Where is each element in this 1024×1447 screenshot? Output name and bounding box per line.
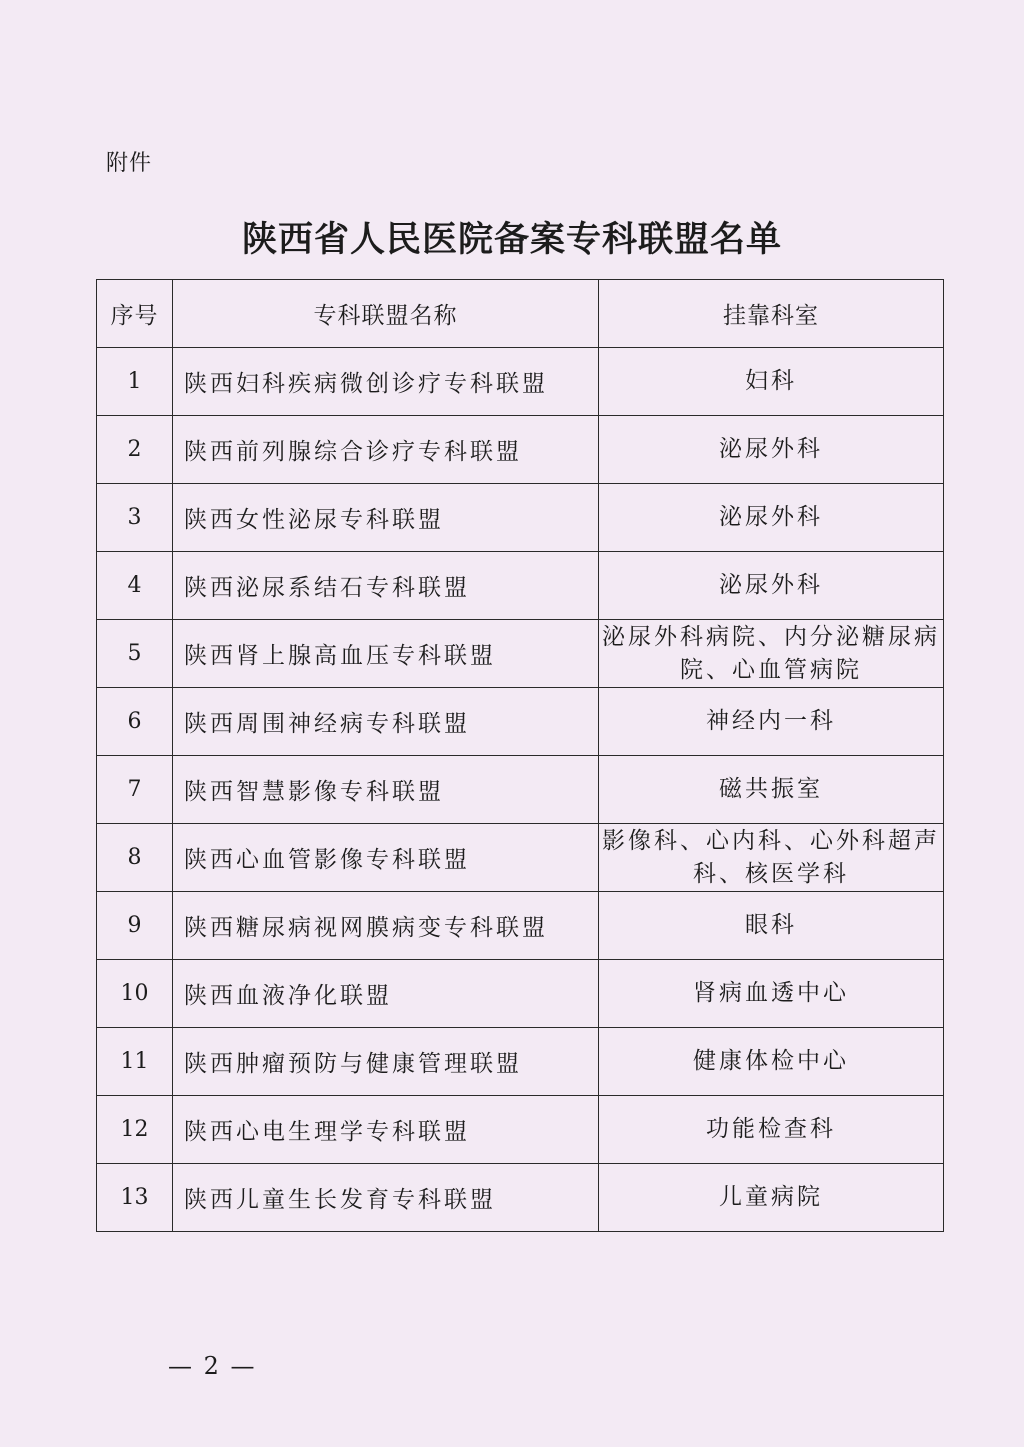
row-num: 12 bbox=[97, 1096, 173, 1164]
table-row bbox=[97, 552, 944, 620]
table-row bbox=[97, 348, 944, 416]
row-department: 影像科、心内科、心外科超声科、核医学科 bbox=[599, 824, 944, 892]
row-department: 神经内一科 bbox=[599, 688, 944, 756]
row-department: 儿童病院 bbox=[599, 1164, 944, 1232]
row-alliance-name: 陕西心电生理学专科联盟 bbox=[173, 1096, 599, 1164]
table-row bbox=[97, 960, 944, 1028]
table-row bbox=[97, 824, 944, 892]
row-num: 4 bbox=[97, 552, 173, 620]
row-num: 9 bbox=[97, 892, 173, 960]
row-department: 眼科 bbox=[599, 892, 944, 960]
page-number: — 2 — bbox=[168, 1352, 257, 1380]
row-alliance-name: 陕西心血管影像专科联盟 bbox=[173, 824, 599, 892]
row-alliance-name: 陕西妇科疾病微创诊疗专科联盟 bbox=[173, 348, 599, 416]
row-num: 8 bbox=[97, 824, 173, 892]
row-department: 泌尿外科 bbox=[599, 416, 944, 484]
row-num: 11 bbox=[97, 1028, 173, 1096]
row-alliance-name: 陕西血液净化联盟 bbox=[173, 960, 599, 1028]
row-alliance-name: 陕西泌尿系结石专科联盟 bbox=[173, 552, 599, 620]
row-num: 2 bbox=[97, 416, 173, 484]
row-department: 健康体检中心 bbox=[599, 1028, 944, 1096]
document-title: 陕西省人民医院备案专科联盟名单 bbox=[241, 219, 782, 260]
row-alliance-name: 陕西糖尿病视网膜病变专科联盟 bbox=[173, 892, 599, 960]
table-row bbox=[97, 688, 944, 756]
header-num: 序号 bbox=[97, 280, 173, 348]
row-department: 泌尿外科 bbox=[599, 484, 944, 552]
table-row bbox=[97, 484, 944, 552]
header-row bbox=[97, 280, 944, 348]
row-num: 3 bbox=[97, 484, 173, 552]
row-num: 10 bbox=[97, 960, 173, 1028]
row-department: 功能检查科 bbox=[599, 1096, 944, 1164]
row-alliance-name: 陕西儿童生长发育专科联盟 bbox=[173, 1164, 599, 1232]
row-alliance-name: 陕西周围神经病专科联盟 bbox=[173, 688, 599, 756]
row-alliance-name: 陕西女性泌尿专科联盟 bbox=[173, 484, 599, 552]
table-body bbox=[97, 348, 944, 1232]
row-alliance-name: 陕西肿瘤预防与健康管理联盟 bbox=[173, 1028, 599, 1096]
table-row bbox=[97, 416, 944, 484]
table-row bbox=[97, 756, 944, 824]
row-department: 肾病血透中心 bbox=[599, 960, 944, 1028]
row-alliance-name: 陕西肾上腺高血压专科联盟 bbox=[173, 620, 599, 688]
row-num: 1 bbox=[97, 348, 173, 416]
row-num: 13 bbox=[97, 1164, 173, 1232]
row-num: 7 bbox=[97, 756, 173, 824]
table-header bbox=[97, 280, 944, 348]
row-alliance-name: 陕西智慧影像专科联盟 bbox=[173, 756, 599, 824]
table-row bbox=[97, 1164, 944, 1232]
row-department: 妇科 bbox=[599, 348, 944, 416]
row-alliance-name: 陕西前列腺综合诊疗专科联盟 bbox=[173, 416, 599, 484]
table-row bbox=[97, 620, 944, 688]
table-row bbox=[97, 1028, 944, 1096]
row-department: 泌尿外科 bbox=[599, 552, 944, 620]
header-name: 专科联盟名称 bbox=[173, 280, 599, 348]
row-num: 6 bbox=[97, 688, 173, 756]
table-row bbox=[97, 1096, 944, 1164]
attachment-label: 附件 bbox=[106, 151, 153, 176]
row-department: 磁共振室 bbox=[599, 756, 944, 824]
alliance-table bbox=[96, 279, 944, 1232]
header-dept: 挂靠科室 bbox=[599, 280, 944, 348]
row-num: 5 bbox=[97, 620, 173, 688]
row-department: 泌尿外科病院、内分泌糖尿病院、心血管病院 bbox=[599, 620, 944, 688]
table-row bbox=[97, 892, 944, 960]
